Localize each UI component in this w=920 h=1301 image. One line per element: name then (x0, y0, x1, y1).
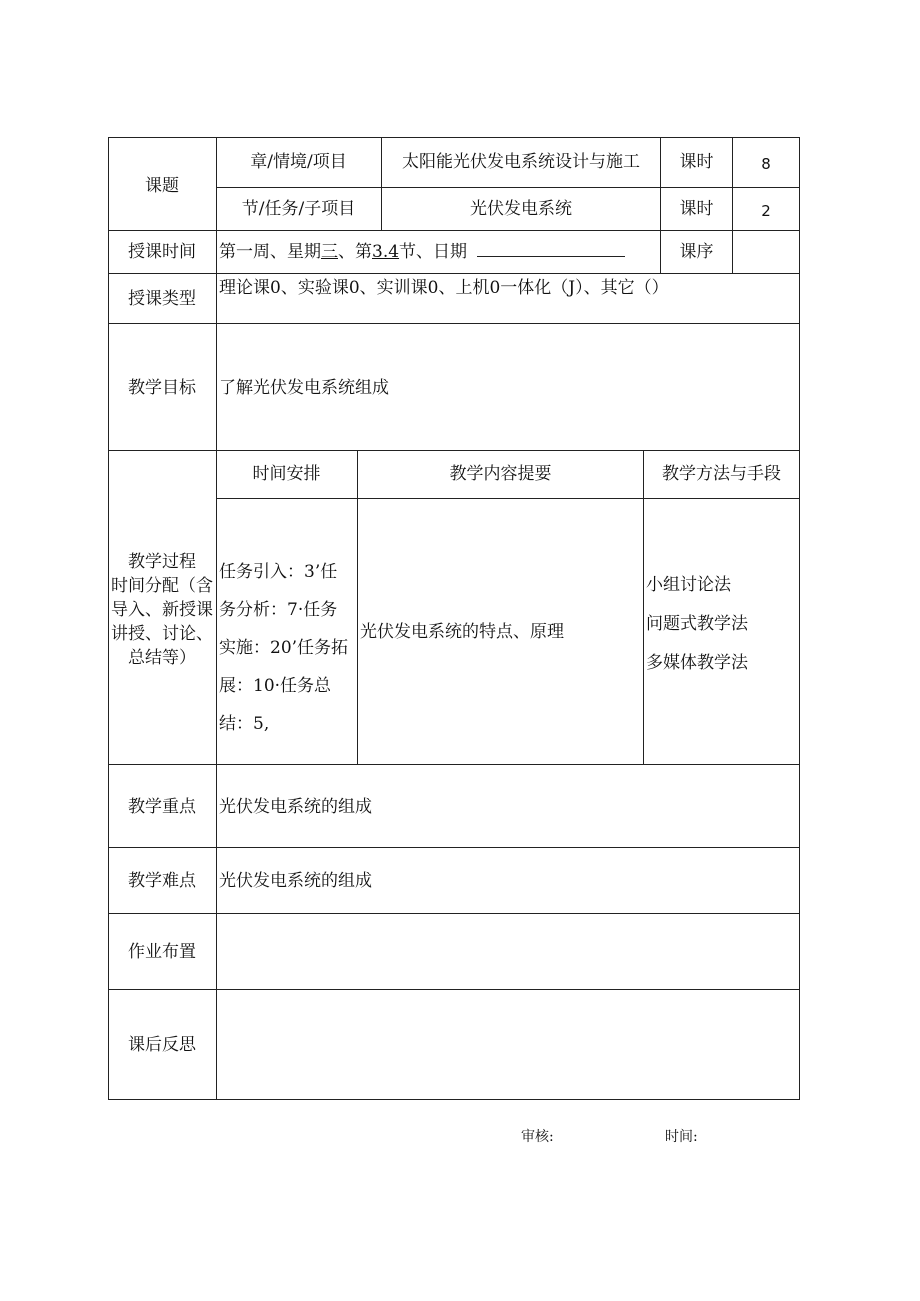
date-blank-line (477, 242, 625, 257)
row-line (108, 989, 800, 990)
course-label: 课题 (145, 176, 179, 196)
row-line (108, 847, 800, 848)
hours-value: 8 (761, 155, 771, 173)
footer-time-label: 时间: (665, 1129, 698, 1145)
time-value-mid: 、第 (338, 242, 372, 262)
type-label: 授课类型 (128, 289, 196, 309)
row-line (108, 913, 800, 914)
row-line (108, 273, 800, 274)
col-line (643, 450, 644, 764)
order-label: 课序 (679, 242, 714, 262)
time-value-period: 3.4 (372, 242, 400, 262)
chapter-value: 太阳能光伏发电系统设计与施工 (402, 152, 640, 172)
method-header: 教学方法与手段 (662, 464, 781, 484)
content-header: 教学内容提要 (449, 464, 552, 484)
time-schedule-line: 务分析：7·任务 (219, 600, 338, 620)
row-line (216, 187, 800, 188)
time-schedule-line: 任务引入：3’任 (219, 562, 338, 582)
method-item: 小组讨论法 (646, 575, 731, 595)
time-schedule-line: 实施：20’任务拓 (219, 638, 349, 658)
time-schedule-line: 结：5, (219, 714, 270, 734)
col-line (357, 450, 358, 764)
process-label-line: 时间分配（含 (111, 576, 213, 596)
process-label-line: 讲授、讨论、 (111, 624, 213, 644)
process-label-line: 教学过程 (128, 552, 196, 572)
review-label: 审核: (521, 1129, 554, 1145)
label-column-divider (216, 137, 217, 1100)
process-label-line: 导入、新授课 (111, 600, 213, 620)
process-label-line: 总结等） (128, 648, 196, 668)
row-line (108, 764, 800, 765)
time-value (219, 242, 625, 262)
row-line (216, 498, 800, 499)
method-cell (646, 566, 798, 683)
type-value: 理论课0、实验课0、实训课0、上机0一体化（J）、其它（） (219, 278, 669, 298)
reflection-label: 课后反思 (128, 1035, 196, 1055)
section-label: 节/任务/子项目 (241, 199, 356, 219)
row-line (108, 230, 800, 231)
key-point-value: 光伏发电系统的组成 (219, 797, 372, 817)
method-item: 多媒体教学法 (646, 653, 748, 673)
row-line (108, 323, 800, 324)
chapter-label: 章/情境/项目 (250, 152, 347, 172)
process-label (108, 550, 216, 670)
goal-label: 教学目标 (128, 378, 196, 398)
time-value-day: 三 (321, 242, 338, 262)
time-schedule-line: 展：10·任务总 (219, 676, 332, 696)
content-value: 光伏发电系统的特点、原理 (360, 622, 564, 642)
table-border-bottom (108, 1099, 800, 1100)
section-value: 光伏发电系统 (470, 199, 572, 219)
time-label: 授课时间 (128, 242, 196, 262)
time-value-post: 节、日期 (399, 242, 468, 262)
hours-label: 课时 (679, 199, 714, 219)
time-value-pre: 第一周、星期 (219, 242, 321, 262)
time-schedule-cell (219, 553, 355, 743)
difficulty-value: 光伏发电系统的组成 (219, 871, 372, 891)
table-border-right (799, 137, 800, 1100)
goal-value: 了解光伏发电系统组成 (219, 378, 389, 398)
row-line (108, 450, 800, 451)
method-item: 问题式教学法 (646, 614, 748, 634)
table-border-top (108, 137, 800, 138)
homework-label: 作业布置 (128, 942, 196, 962)
hours-label: 课时 (679, 152, 714, 172)
difficulty-label: 教学难点 (128, 871, 196, 891)
key-point-label: 教学重点 (128, 797, 196, 817)
hours-value: 2 (761, 202, 771, 220)
time-schedule-header: 时间安排 (252, 464, 321, 484)
